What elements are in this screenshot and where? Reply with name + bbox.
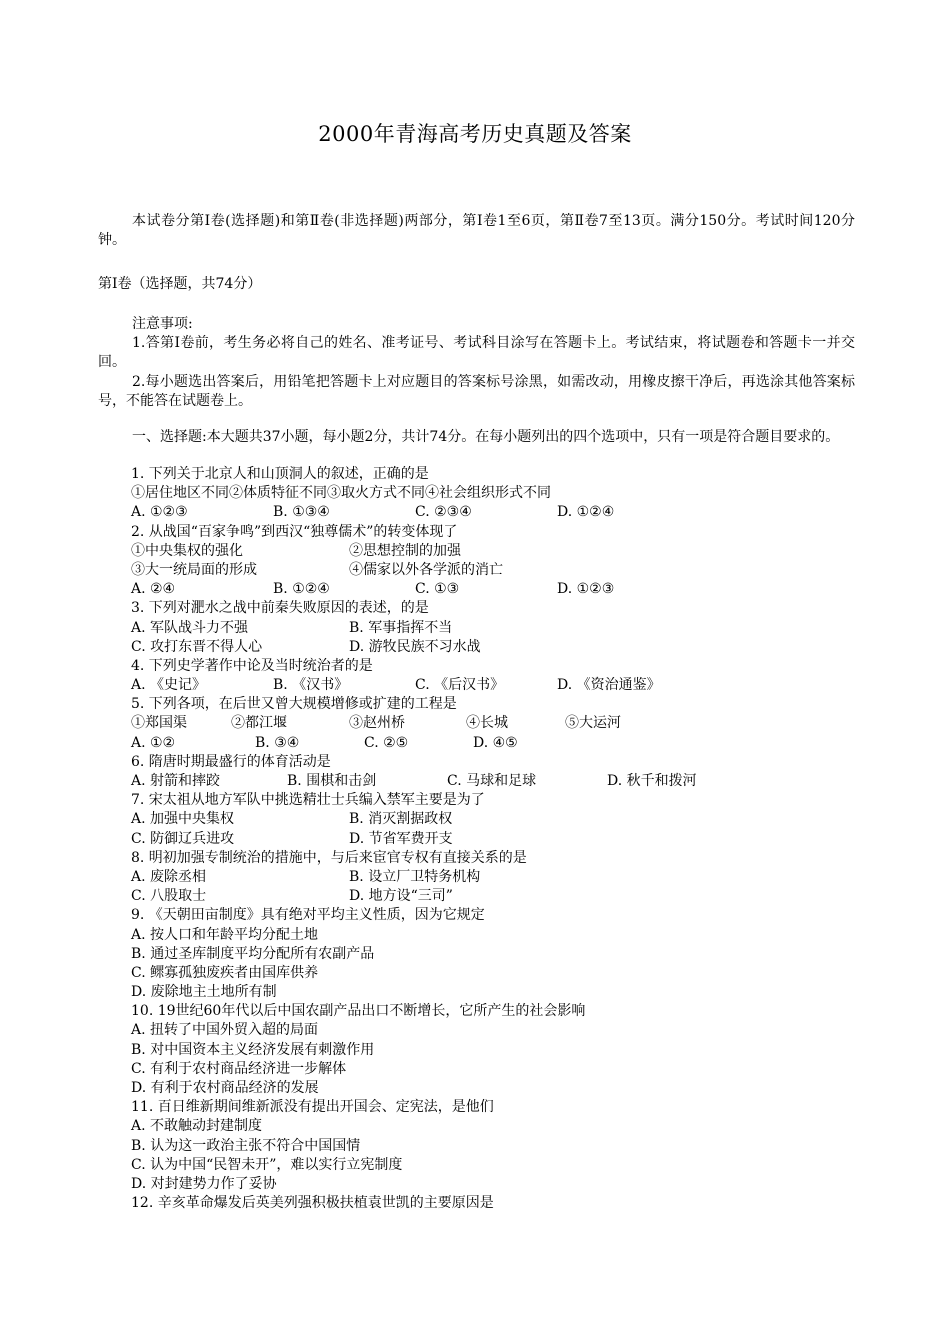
option-item: ②都江堰 bbox=[231, 715, 287, 732]
option-item: B. ③④ bbox=[255, 734, 300, 751]
option-item: A. ①②③ bbox=[131, 504, 188, 521]
option-item: D. ④⑤ bbox=[473, 734, 518, 751]
option-item: C. ②③④ bbox=[415, 504, 472, 521]
question-line: C. 认为中国“民智未开”，难以实行立宪制度 bbox=[131, 1156, 403, 1173]
option-item: B. 围棋和击剑 bbox=[287, 773, 377, 789]
option-item: A. ②④ bbox=[131, 581, 176, 598]
option-item: A. 《史记》 bbox=[131, 677, 207, 694]
option-row bbox=[131, 676, 851, 695]
question-line: 3. 下列对淝水之战中前秦失败原因的表述，的是 bbox=[131, 600, 429, 617]
option-item: B. 消灭割据政权 bbox=[349, 811, 453, 828]
question-line: B. 对中国资本主义经济发展有刺激作用 bbox=[131, 1041, 375, 1058]
question-line: 7. 宋太祖从地方军队中挑选精壮士兵编入禁军主要是为了 bbox=[131, 792, 485, 809]
option-item: D. 游牧民族不习水战 bbox=[349, 638, 481, 655]
question-line: 8. 明初加强专制统治的措施中，与后来宦官专权有直接关系的是 bbox=[131, 849, 527, 866]
option-item: C. 攻打东晋不得人心 bbox=[131, 638, 263, 655]
option-item: ①中央集权的强化 bbox=[131, 542, 243, 559]
option-item: D. 节省军费开支 bbox=[349, 830, 453, 847]
option-item: A. 射箭和摔跤 bbox=[131, 773, 221, 789]
option-row bbox=[131, 810, 851, 829]
document-title: 2000年青海高考历史真题及答案 bbox=[318, 122, 632, 146]
option-row bbox=[131, 638, 851, 657]
option-item: C. 八股取士 bbox=[131, 888, 207, 905]
option-row bbox=[131, 542, 851, 561]
question-line: A. 不敢触动封建制度 bbox=[131, 1118, 263, 1135]
option-row bbox=[131, 868, 851, 887]
question-line: A. 扭转了中国外贸入超的局面 bbox=[131, 1022, 319, 1039]
question-line: B. 通过圣库制度平均分配所有农副产品 bbox=[131, 945, 375, 962]
question-list bbox=[131, 465, 851, 1213]
question-line: 11. 百日维新期间维新派没有提出开国会、定宪法，是他们 bbox=[131, 1099, 494, 1116]
question-line: 6. 隋唐时期最盛行的体育活动是 bbox=[131, 753, 331, 770]
option-item: B. 《汉书》 bbox=[273, 677, 349, 694]
option-item: A. 军队战斗力不强 bbox=[131, 619, 249, 636]
question-line: 5. 下列各项，在后世又曾大规模增修或扩建的工程是 bbox=[131, 696, 457, 713]
question-line: B. 认为这一政治主张不符合中国国情 bbox=[131, 1137, 361, 1154]
option-item: A. ①② bbox=[131, 734, 176, 751]
question-line: 1. 下列关于北京人和山顶洞人的叙述，正确的是 bbox=[131, 466, 429, 482]
option-row bbox=[131, 619, 851, 638]
notice-item-1: 1.答第Ⅰ卷前，考生务必将自己的姓名、准考证号、考试科目涂写在答题卡上。考试结束，将试题卷和答题卡一并交回。 bbox=[98, 335, 855, 370]
question-line: 10. 19世纪60年代以后中国农副产品出口不断增长，它所产生的社会影响 bbox=[131, 1003, 586, 1020]
question-line: 9. 《天朝田亩制度》具有绝对平均主义性质，因为它规定 bbox=[131, 907, 485, 924]
option-row bbox=[131, 734, 851, 753]
option-item: ③大一统局面的形成 bbox=[131, 561, 257, 578]
option-item: C. ②⑤ bbox=[364, 734, 409, 751]
option-item: B. ①③④ bbox=[273, 504, 330, 521]
option-row bbox=[131, 580, 851, 599]
option-item: ③赵州桥 bbox=[349, 715, 405, 732]
question-line: C. 鳏寡孤独废疾者由国库供养 bbox=[131, 964, 319, 981]
question-line: 12. 辛亥革命爆发后英美列强积极扶植袁世凯的主要原因是 bbox=[131, 1195, 494, 1212]
notice-heading: 注意事项: bbox=[132, 316, 193, 332]
option-row bbox=[131, 830, 851, 849]
option-item: D. 《资治通鉴》 bbox=[557, 677, 661, 694]
option-item: A. 加强中央集权 bbox=[131, 811, 235, 828]
option-item: ⑤大运河 bbox=[565, 715, 621, 732]
question-line: 2. 从战国“百家争鸣”到西汉“独尊儒术”的转变体现了 bbox=[131, 523, 458, 540]
option-item: D. 地方设“三司” bbox=[349, 888, 453, 905]
option-item: C. 马球和足球 bbox=[447, 773, 537, 789]
question-line: C. 有利于农村商品经济进一步解体 bbox=[131, 1060, 347, 1077]
option-item: C. 《后汉书》 bbox=[415, 677, 505, 694]
option-row bbox=[131, 887, 851, 906]
option-item: ④长城 bbox=[466, 715, 508, 732]
question-line: D. 有利于农村商品经济的发展 bbox=[131, 1080, 319, 1096]
option-item: B. 设立厂卫特务机构 bbox=[349, 868, 481, 885]
option-item: ①郑国渠 bbox=[131, 715, 187, 732]
option-item: C. 防御辽兵进攻 bbox=[131, 830, 235, 847]
question-line: D. 废除地主土地所有制 bbox=[131, 984, 277, 1001]
option-item: C. ①③ bbox=[415, 581, 460, 598]
question-line: A. 按人口和年龄平均分配土地 bbox=[131, 926, 319, 943]
option-item: A. 废除丞相 bbox=[131, 868, 207, 885]
option-item: B. 军事指挥不当 bbox=[349, 619, 453, 636]
option-row bbox=[131, 772, 851, 791]
option-row bbox=[131, 561, 851, 580]
intro-paragraph: 本试卷分第Ⅰ卷(选择题)和第Ⅱ卷(非选择题)两部分，第Ⅰ卷1至6页，第Ⅱ卷7至13页。满分150分。考试时间120分钟。 bbox=[98, 213, 855, 248]
section-heading: 第Ⅰ卷（选择题，共74分） bbox=[98, 276, 262, 292]
option-row bbox=[131, 714, 851, 733]
option-item: B. ①②④ bbox=[273, 581, 330, 598]
option-item: ④儒家以外各学派的消亡 bbox=[349, 561, 503, 578]
option-item: ②思想控制的加强 bbox=[349, 542, 461, 559]
question-line: ①居住地区不同②体质特征不同③取火方式不同④社会组织形式不同 bbox=[131, 485, 551, 502]
notice-item-2: 2.每小题选出答案后，用铅笔把答题卡上对应题目的答案标号涂黑，如需改动，用橡皮擦干净后，再选涂其他答案标号，不能答在试题卷上。 bbox=[98, 374, 855, 409]
option-row bbox=[131, 503, 851, 522]
question-line: 4. 下列史学著作中论及当时统治者的是 bbox=[131, 657, 373, 674]
question-line: D. 对封建势力作了妥协 bbox=[131, 1175, 277, 1192]
part-heading: 一、选择题:本大题共37小题，每小题2分，共计74分。在每小题列出的四个选项中，只有一项是符合题目要求的。 bbox=[132, 429, 840, 445]
option-item: D. 秋千和拨河 bbox=[607, 773, 697, 789]
option-item: D. ①②③ bbox=[557, 581, 615, 598]
option-item: D. ①②④ bbox=[557, 504, 615, 521]
